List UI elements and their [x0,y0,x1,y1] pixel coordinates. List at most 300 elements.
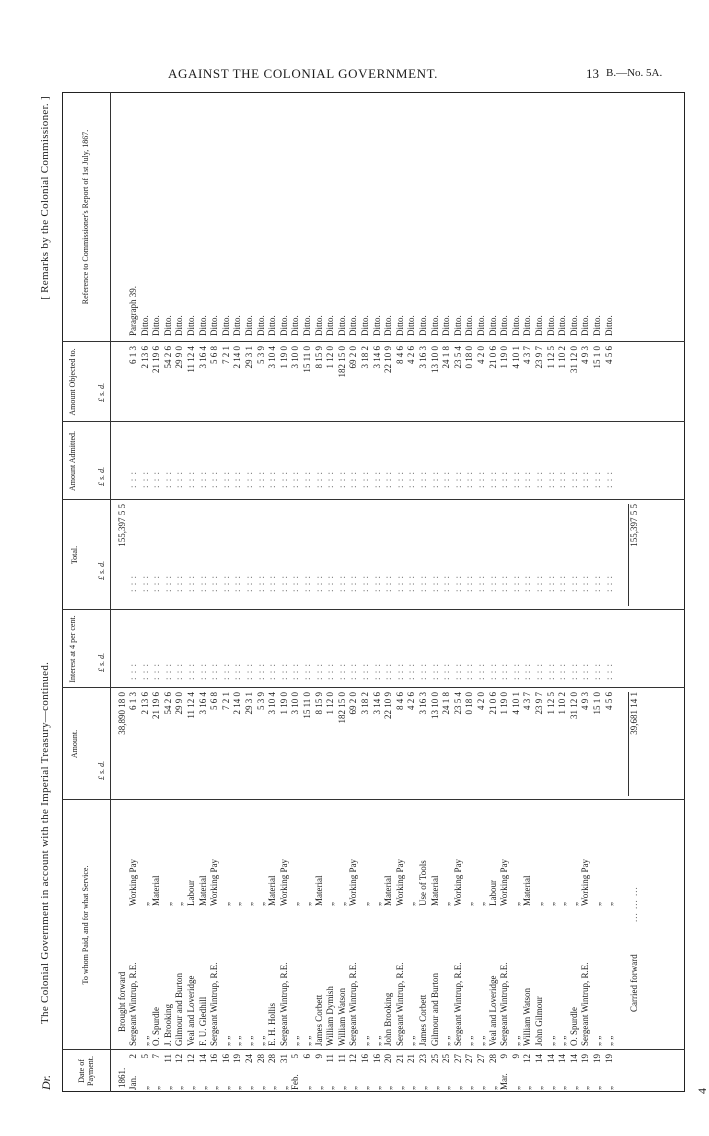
reference-cell: Ditto. [139,315,150,336]
admitted-dots: : : : [267,470,278,488]
reference-cell: Ditto. [209,315,220,336]
amount-cell: 8 15 9 [313,692,324,715]
total-dots: : : : [487,574,498,592]
col-header-admitted: Amount Admitted. [68,431,77,491]
reference-cell: Ditto. [510,315,521,336]
service-cell: „ [603,902,614,906]
amount-cell: 4 2 6 [406,692,417,710]
service-cell: „ [557,902,568,906]
payee-cell: „ „ [302,1035,312,1046]
amount-cell: 21 0 6 [487,692,498,715]
payee-cell: „ „ [464,1035,475,1046]
total-dots: : : : [557,574,568,592]
service-cell: „ [220,902,231,906]
day-cell: 28 [487,1054,498,1063]
amount-cell: 3 16 4 [197,692,208,715]
day-cell: 11 [336,1054,347,1063]
admitted-dots: : : : [336,470,347,488]
payee-cell: John Brooking [383,992,394,1046]
amount-cell: 15 11 0 [302,692,312,719]
payee-cell: James Corbett [418,994,428,1046]
service-cell: Material [383,875,394,906]
payee-cell: „ „ [476,1035,486,1046]
page-number: 13 [586,66,599,81]
month-cell: „ [568,1086,579,1090]
service-cell: Use of Tools [418,860,428,906]
day-cell: 21 [406,1054,417,1063]
objected-cell: 21 0 6 [487,346,498,369]
day-cell: 21 [394,1054,405,1063]
month-cell: „ [278,1086,289,1090]
amount-cell: 29 3 1 [244,692,254,715]
payee-cell: Sergeant Wintrup, R.E. [394,962,405,1046]
payee-cell: Sergeant Wintrup, R.E. [452,962,463,1046]
day-cell: 7 [151,1054,162,1059]
total-dots: : : : [290,574,301,592]
day-cell: 14 [534,1054,544,1063]
payee-cell: „ „ [255,1035,266,1046]
reference-cell: Ditto. [580,315,591,336]
table-row [152,92,162,1092]
day-cell: 5 [139,1054,150,1059]
service-cell: „ [174,902,185,906]
admitted-dots: : : : [534,470,544,488]
month-cell: „ [139,1086,150,1090]
month-cell: Mar. [499,1073,510,1090]
admitted-dots: : : : [232,470,243,488]
total-dots: : : : [244,574,254,592]
reference-cell: Ditto. [371,315,382,336]
admitted-dots: : : : [325,470,336,488]
amount-cell: 21 19 6 [151,692,162,719]
day-cell: 16 [371,1054,382,1063]
lsd-units-admitted: £ s. d. [97,466,106,486]
objected-cell: 1 19 0 [499,346,510,369]
payee-cell: „ „ [360,1035,370,1046]
day-cell: 28 [255,1054,266,1063]
payee-cell: „ „ [592,1035,602,1046]
rotated-account-sheet [39,92,709,1094]
payee-cell: Gilmour and Burton [429,973,440,1046]
interest-dots: : : : [267,662,278,680]
interest-dots: : : : [441,662,452,680]
admitted-dots: : : : [464,470,475,488]
lsd-units-objected: £ s. d. [97,382,106,402]
total-dots: : : : [371,574,382,592]
page-title: AGAINST THE COLONIAL GOVERNMENT. [168,66,439,81]
month-cell: „ [197,1086,208,1090]
interest-dots: : : : [174,662,185,680]
amount-cell: 4 2 0 [476,692,486,710]
interest-dots: : : : [128,662,138,680]
day-cell: 11 [325,1054,336,1063]
col-header-objected: Amount Objected to. [68,348,77,416]
payee-cell: William Watson [336,988,347,1046]
table-row [396,92,406,1092]
table-row [465,92,475,1092]
admitted-dots: : : : [510,470,521,488]
objected-cell: 13 10 0 [429,346,440,373]
month-cell: „ [522,1086,533,1090]
brought-forward-amount: 38,890 18 0 [117,692,127,735]
day-cell: 16 [220,1054,231,1063]
admitted-dots: : : : [139,470,150,488]
table-row [384,92,394,1092]
amount-cell: 182 15 0 [336,692,347,724]
day-cell: 27 [464,1054,475,1063]
objected-cell: 3 10 0 [290,346,301,369]
day-cell: 14 [197,1054,208,1063]
reference-cell: Ditto. [278,315,289,336]
day-cell: 24 [244,1054,254,1063]
amount-cell: 23 9 7 [534,692,544,715]
carried-forward-label: Carried forward [629,954,639,1012]
day-cell: 6 [302,1054,312,1059]
objected-cell: 69 2 0 [348,346,359,369]
payee-cell: „ „ [406,1035,417,1046]
reference-cell: Ditto. [302,315,312,336]
payee-cell: „ „ [603,1035,614,1046]
interest-dots: : : : [186,662,196,680]
lsd-units-total: £ s. d. [97,560,106,580]
month-cell: „ [186,1086,196,1090]
interest-dots: : : : [394,662,405,680]
table-row [257,92,267,1092]
interest-dots: : : : [302,662,312,680]
admitted-dots: : : : [348,470,359,488]
day-cell: 12 [186,1054,196,1063]
reference-cell: Ditto. [336,315,347,336]
payee-cell: „ „ [545,1035,556,1046]
table-header [62,92,111,1092]
day-cell: 23 [418,1054,428,1063]
total-dots: : : : [441,574,452,592]
reference-cell: Ditto. [441,315,452,336]
month-cell: Jan. [128,1075,138,1090]
objected-cell: 2 13 6 [139,346,150,369]
day-cell: 9 [499,1054,510,1059]
day-cell: 5 [290,1054,301,1059]
total-dots: : : : [394,574,405,592]
reference-cell: Ditto. [197,315,208,336]
reference-cell: Ditto. [464,315,475,336]
month-cell: „ [580,1086,591,1090]
service-cell: Material [151,875,162,906]
reference-cell: Ditto. [313,315,324,336]
interest-dots: : : : [209,662,220,680]
total-dots: : : : [278,574,289,592]
service-cell: Material [429,875,440,906]
amount-cell: 6 1 3 [128,692,138,710]
month-cell: „ [151,1086,162,1090]
amount-cell: 1 19 0 [278,692,289,715]
day-cell: 27 [452,1054,463,1063]
payee-cell: William Watson [522,988,533,1046]
payee-cell: Sergeant Wintrup, R.E. [128,962,138,1046]
service-cell: „ [568,902,579,906]
col-header-payee: To whom Paid, and for what Service. [81,865,91,985]
payee-cell: J. Brooking [162,1003,173,1046]
reference-cell: Ditto. [255,315,266,336]
service-cell: „ [244,902,254,906]
payee-cell: John Gilmour [534,996,544,1046]
interest-dots: : : : [592,662,602,680]
objected-cell: 1 12 5 [545,346,556,369]
payee-cell: O. Spurdle [151,1007,162,1046]
table-row [280,92,290,1092]
admitted-dots: : : : [220,470,231,488]
admitted-dots: : : : [313,470,324,488]
total-dots: : : : [302,574,312,592]
carried-forward-total: 155,397 5 5 [629,504,639,547]
day-cell: 12 [348,1054,359,1063]
day-cell: 19 [592,1054,602,1063]
objected-cell: 5 6 8 [209,346,220,364]
col-header-interest: Interest at 4 per cent. [68,615,77,683]
objected-cell: 54 2 6 [162,346,173,369]
service-cell: „ [545,902,556,906]
reference-cell: Ditto. [360,315,370,336]
total-dots: : : : [580,574,591,592]
admitted-dots: : : : [418,470,428,488]
service-cell: Working Pay [499,858,510,906]
table-row [523,92,533,1092]
month-cell: „ [336,1086,347,1090]
payee-cell: Veal and Loveridge [186,975,196,1046]
admitted-dots: : : : [244,470,254,488]
month-cell: „ [360,1086,370,1090]
objected-cell: 4 10 1 [510,346,521,369]
service-cell: Working Pay [394,858,405,906]
payee-cell: Sergeant Wintrup, R.E. [209,962,220,1046]
month-cell: „ [487,1086,498,1090]
admitted-dots: : : : [522,470,533,488]
table-row [175,92,185,1092]
payee-cell: „ „ [220,1035,231,1046]
admitted-dots: : : : [452,470,463,488]
reference-cell: Ditto. [348,315,359,336]
service-cell: „ [534,902,544,906]
table-row [477,92,487,1092]
month-cell: „ [464,1086,475,1090]
month-cell: „ [545,1086,556,1090]
interest-dots: : : : [464,662,475,680]
total-dots: : : : [151,574,162,592]
objected-cell: 15 1 0 [592,346,602,369]
total-dots: : : : [325,574,336,592]
service-cell: „ [232,902,243,906]
objected-cell: 4 2 6 [406,346,417,364]
reference-cell: Ditto. [476,315,486,336]
interest-dots: : : : [476,662,486,680]
amount-cell: 7 2 1 [220,692,231,710]
admitted-dots: : : : [429,470,440,488]
amount-cell: 22 10 9 [383,692,394,719]
objected-cell: 5 3 9 [255,346,266,364]
service-cell: Material [197,875,208,906]
admitted-dots: : : : [499,470,510,488]
objected-cell: 24 1 8 [441,346,452,369]
lsd-units-interest: £ s. d. [97,652,106,672]
amount-cell: 2 14 0 [232,692,243,715]
amount-cell: 3 18 2 [360,692,370,715]
month-cell: „ [244,1086,254,1090]
service-cell: Working Pay [580,858,591,906]
total-dots: : : : [452,574,463,592]
reference-cell: Ditto. [394,315,405,336]
total-dots: : : : [545,574,556,592]
amount-cell: 11 12 4 [186,692,196,719]
service-cell: Working Pay [452,858,463,906]
reference-cell: Ditto. [452,315,463,336]
total-dots: : : : [476,574,486,592]
interest-dots: : : : [313,662,324,680]
carried-forward-row [630,92,642,1092]
interest-dots: : : : [534,662,544,680]
table-row [535,92,545,1092]
payee-cell: „ „ [232,1035,243,1046]
day-cell: 25 [441,1054,452,1063]
objected-cell: 23 5 4 [452,346,463,369]
payee-cell: „ „ [510,1035,521,1046]
reference-cell: Ditto. [151,315,162,336]
total-dots: : : : [568,574,579,592]
month-cell: „ [232,1086,243,1090]
service-cell: Labour [487,880,498,906]
interest-dots: : : : [371,662,382,680]
reference-cell: Ditto. [290,315,301,336]
objected-cell: 4 9 3 [580,346,591,364]
objected-cell: 3 18 2 [360,346,370,369]
admitted-dots: : : : [545,470,556,488]
objected-cell: 15 11 0 [302,346,312,373]
reference-cell: Ditto. [522,315,533,336]
day-cell: 19 [232,1054,243,1063]
service-cell: „ [406,902,417,906]
amount-cell: 5 3 9 [255,692,266,710]
table-row [141,92,151,1092]
admitted-dots: : : : [394,470,405,488]
table-row [431,92,441,1092]
service-cell: Working Pay [348,858,359,906]
total-dots: : : : [336,574,347,592]
amount-cell: 69 2 0 [348,692,359,715]
month-cell: „ [174,1086,185,1090]
document-reference: B.—No. 5A. [606,67,663,79]
table-row [442,92,452,1092]
month-cell: „ [429,1086,440,1090]
amount-cell: 0 18 0 [464,692,475,715]
service-cell: „ [255,902,266,906]
interest-dots: : : : [220,662,231,680]
day-cell: 31 [278,1054,289,1063]
table-row [338,92,348,1092]
payee-cell: O. Spurdle [568,1007,579,1046]
month-cell: „ [406,1086,417,1090]
interest-dots: : : : [325,662,336,680]
interest-dots: : : : [580,662,591,680]
amount-cell: 5 6 8 [209,692,220,710]
objected-cell: 1 10 2 [557,346,568,369]
amount-cell: 3 14 6 [371,692,382,715]
objected-cell: 182 15 0 [336,346,347,378]
month-cell: „ [441,1086,452,1090]
service-cell: „ [162,902,173,906]
objected-cell: 4 5 6 [603,346,614,364]
sheet-page-number: 4 [695,1088,709,1094]
objected-cell: 4 2 0 [476,346,486,364]
table-row [558,92,568,1092]
interest-dots: : : : [232,662,243,680]
month-cell: „ [162,1086,173,1090]
month-cell: „ [452,1086,463,1090]
amount-cell: 2 13 6 [139,692,150,715]
table-row [547,92,557,1092]
payee-cell: Veal and Loveridge [487,975,498,1046]
total-dots: : : : [522,574,533,592]
interest-dots: : : : [568,662,579,680]
amount-cell: 23 5 4 [452,692,463,715]
table-row [245,92,255,1092]
payee-cell: Sergeant Wintrup, R.E. [499,962,510,1046]
month-cell: „ [418,1086,428,1090]
day-cell: 27 [476,1054,486,1063]
brought-forward-total: 155,397 5 5 [117,504,127,547]
total-dots: : : : [510,574,521,592]
brought-forward-label: Brought forward [117,971,127,1032]
interest-dots: : : : [418,662,428,680]
table-row [268,92,278,1092]
table-row [199,92,209,1092]
objected-cell: 3 10 4 [267,346,278,369]
service-cell: Working Pay [128,858,138,906]
table-row [233,92,243,1092]
table-row [303,92,313,1092]
objected-cell: 11 12 4 [186,346,196,373]
lsd-units-amount: £ s. d. [97,760,106,780]
day-cell: 9 [510,1054,521,1059]
amount-cell: 1 19 0 [499,692,510,715]
objected-cell: 3 14 6 [371,346,382,369]
admitted-dots: : : : [592,470,602,488]
amount-cell: 15 1 0 [592,692,602,715]
table-row [315,92,325,1092]
month-cell: „ [255,1086,266,1090]
total-dots: : : : [499,574,510,592]
reference-cell: Ditto. [592,315,602,336]
month-cell: „ [557,1086,568,1090]
admitted-dots: : : : [371,470,382,488]
amount-cell: 13 10 0 [429,692,440,719]
admitted-dots: : : : [580,470,591,488]
service-cell: „ [325,902,336,906]
reference-cell: Ditto. [186,315,196,336]
month-cell: „ [592,1086,602,1090]
month-cell: „ [325,1086,336,1090]
month-cell: „ [534,1086,544,1090]
reference-cell: Ditto. [232,315,243,336]
table-row [570,92,580,1092]
month-cell: „ [302,1086,312,1090]
service-cell: Labour [186,880,196,906]
leader-dots: ... ... ... [629,886,639,922]
table-row [605,92,615,1092]
objected-cell: 31 12 0 [568,346,579,373]
month-cell: „ [394,1086,405,1090]
brought-forward-row [118,92,128,1092]
amount-cell: 4 10 1 [510,692,521,715]
total-dots: : : : [313,574,324,592]
